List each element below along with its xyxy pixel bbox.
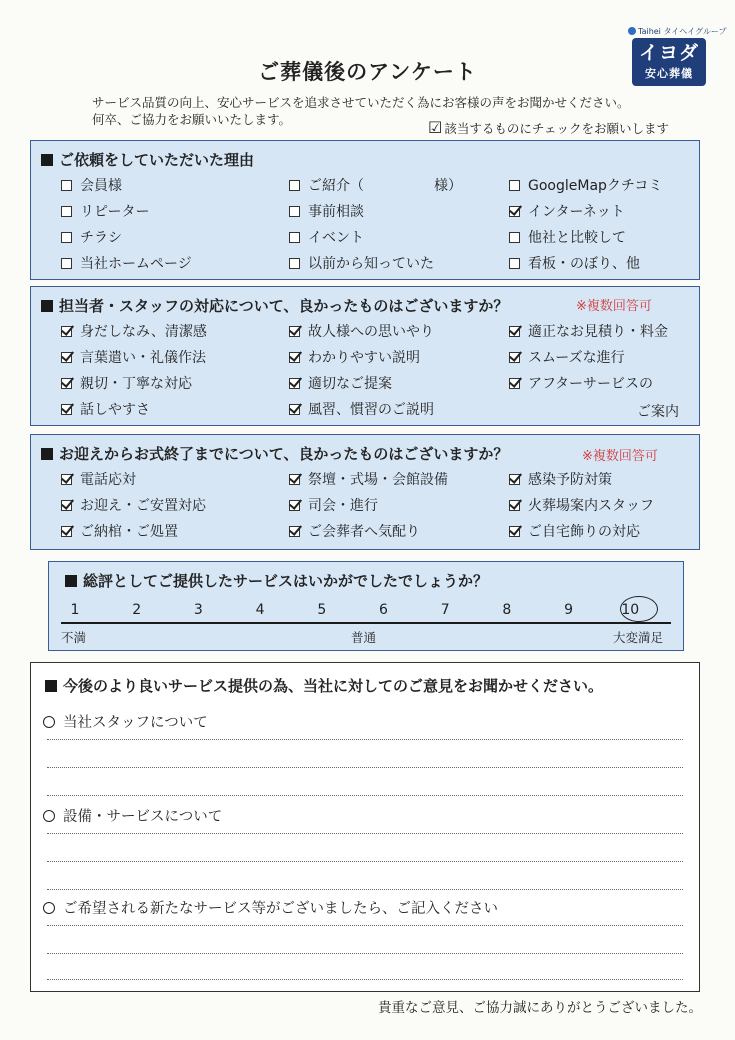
checkbox-icon[interactable] [289,258,300,269]
checkbox-icon[interactable] [509,180,520,191]
section-heading: 担当者・スタッフの対応について、良かったものはございますか？ [41,295,508,316]
checkbox-label: 話しやすさ [80,402,150,418]
question-new-service: ご希望される新たなサービス等がございましたら、ご記入ください [43,897,498,918]
checkbox-checked-icon[interactable] [61,474,72,485]
checkbox-label: 電話応対 [80,472,136,488]
rating-label-low: 不満 [61,630,87,645]
checkbox-checked-icon[interactable] [289,500,300,511]
rating-option-1[interactable]: 1 [70,602,80,618]
checkbox-label: ご紹介（ 様） [308,178,462,194]
checkbox-label: 親切・丁寧な対応 [80,376,192,392]
section-staff [30,286,700,426]
checkbox-checked-icon[interactable] [61,404,72,415]
checkbox-item[interactable] [61,255,192,273]
checkbox-label: チラシ [80,230,122,246]
rating-option-7[interactable]: 7 [440,602,450,618]
rating-option-9[interactable]: 9 [564,602,574,618]
question-staff: 当社スタッフについて [43,711,208,732]
rating-option-6[interactable]: 6 [379,602,388,618]
answer-line[interactable] [47,861,683,862]
checkbox-item[interactable] [289,523,420,541]
checkbox-item[interactable] [61,349,206,367]
checkbox-checked-icon[interactable] [61,326,72,337]
checkbox-checked-icon[interactable] [289,526,300,537]
checkbox-checked-icon[interactable] [509,206,520,217]
checkbox-checked-icon[interactable] [289,474,300,485]
answer-line[interactable] [47,953,683,954]
checkbox-item[interactable] [289,497,378,515]
section-reason [30,140,700,280]
selected-rating-circle [620,596,658,622]
checkbox-item[interactable] [61,229,122,247]
rating-label-high: 大変満足 [613,630,664,645]
checkbox-label: 身だしなみ、清潔感 [80,324,207,340]
checkbox-checked-icon[interactable] [61,378,72,389]
checkbox-item[interactable] [509,229,626,247]
checkbox-icon[interactable] [61,232,72,243]
answer-line[interactable] [47,833,683,834]
checkbox-item[interactable] [289,375,392,393]
checkbox-icon[interactable] [289,206,300,217]
checkbox-checked-icon[interactable] [509,326,520,337]
logo-name: イヨダ [638,42,699,64]
rating-label-mid: 普通 [351,630,377,645]
brand-group-label: Taihei タイヘイグループ [628,26,727,37]
checkbox-label: GoogleMapクチコミ [528,178,663,194]
thanks-message: 貴重なご意見、ご協力誠にありがとうございました。 [378,1000,702,1016]
checkbox-item[interactable] [509,471,612,489]
section-heading: ご依頼をしていただいた理由 [41,149,254,170]
checkbox-icon[interactable] [61,206,72,217]
checkbox-label: 祭壇・式場・会館設備 [308,472,448,488]
circle-bullet-icon [43,810,55,822]
answer-line[interactable] [47,767,683,768]
circle-bullet-icon [43,902,55,914]
checkbox-label: お迎え・ご安置対応 [80,498,206,514]
checkbox-label: リピーター [80,204,150,220]
checkbox-label: 言葉遣い・礼儀作法 [80,350,206,366]
checkbox-label: 以前から知っていた [308,256,434,272]
checkbox-item[interactable] [289,229,364,247]
item-continuation: ご案内 [637,404,679,420]
checkbox-checked-icon[interactable] [289,326,300,337]
opinion-section [30,662,700,992]
checkbox-item[interactable] [509,523,640,541]
checkbox-icon[interactable] [289,232,300,243]
checkbox-label: 感染予防対策 [528,472,612,488]
square-bullet-icon [41,154,53,166]
checkbox-item[interactable] [61,375,192,393]
check-instruction: ☑ 該当するものにチェックをお願いします [428,118,669,137]
checkbox-label: 司会・進行 [308,498,378,514]
rating-option-5[interactable]: 5 [317,602,327,618]
square-bullet-icon [45,680,57,692]
checkbox-item[interactable] [61,177,122,195]
checkbox-checked-icon[interactable] [61,526,72,537]
opinion-heading: 今後のより良いサービス提供の為、当社に対してのご意見をお聞かせください。 [45,675,603,696]
rating-option-4[interactable]: 4 [255,602,265,618]
overall-rating [48,561,684,651]
intro-text: サービス品質の向上、安心サービスを追求させていただく為にお客様の声をお聞かせください。 何卒、ご協力をお願いいたします。 [92,95,630,127]
checkbox-checked-icon[interactable] [61,352,72,363]
checkbox-label: アフターサービスの [528,376,654,392]
checkbox-item[interactable] [61,497,206,515]
checkbox-checked-icon[interactable] [289,352,300,363]
checkbox-label: イベント [308,230,364,246]
checkbox-item[interactable] [509,349,625,367]
rating-heading: 総評としてご提供したサービスはいかがでしたでしょうか？ [65,570,488,591]
checkbox-icon[interactable] [509,258,520,269]
rating-option-10[interactable]: 10 [621,602,640,618]
checkbox-icon[interactable] [509,232,520,243]
checkbox-label: 適正なお見積り・料金 [528,324,668,340]
rating-option-8[interactable]: 8 [502,602,512,618]
checkbox-label: 風習、慣習のご説明 [308,402,434,418]
answer-line[interactable] [47,925,683,926]
square-bullet-icon [41,300,53,312]
section-heading: お迎えからお式終了までについて、良かったものはございますか？ [41,443,508,464]
checkbox-item[interactable] [509,177,662,195]
checkbox-checked-icon[interactable] [509,378,520,389]
checkbox-item[interactable] [289,177,462,195]
checkbox-item[interactable] [61,523,178,541]
checkbox-label: 火葬場案内スタッフ [528,498,654,514]
circle-bullet-icon [43,716,55,728]
rating-option-3[interactable]: 3 [193,602,203,618]
answer-line[interactable] [47,739,683,740]
checkbox-item[interactable] [61,471,136,489]
rating-scale-line [61,622,671,624]
answer-line[interactable] [47,795,683,796]
section-ceremony [30,434,700,550]
checkbox-label: 適切なご提案 [308,376,392,392]
checkbox-label: ご自宅飾りの対応 [528,524,640,540]
multi-answer-note: ※複数回答可 [582,449,658,464]
checkbox-item[interactable] [509,255,640,273]
checkbox-label: 当社ホームページ [80,256,192,272]
checkbox-label: 他社と比較して [528,230,626,246]
checkbox-icon[interactable] [61,258,72,269]
answer-line[interactable] [47,979,683,980]
question-facility: 設備・サービスについて [43,805,222,826]
page-title: ご葬儀後のアンケート [258,60,477,84]
checkbox-checked-icon[interactable] [509,352,520,363]
checkbox-item[interactable] [289,401,434,419]
checkbox-checked-icon[interactable] [61,500,72,511]
checkbox-label: 故人様への思いやり [308,324,434,340]
checkbox-item[interactable] [289,471,448,489]
checkbox-item[interactable] [509,203,625,221]
checkbox-item[interactable] [61,203,149,221]
rating-option-2[interactable]: 2 [132,602,142,618]
checkbox-checked-icon[interactable] [289,378,300,389]
checkbox-item[interactable] [509,375,653,393]
multi-answer-note: ※複数回答可 [576,299,652,314]
checkbox-item[interactable] [289,349,420,367]
checkbox-label: ご納棺・ご処置 [80,524,178,540]
checkbox-checked-icon[interactable] [289,404,300,415]
square-bullet-icon [41,448,53,460]
check-mark-icon: ☑ [428,118,443,137]
checkbox-item[interactable] [61,323,207,341]
checkbox-icon[interactable] [289,180,300,191]
checkbox-checked-icon[interactable] [509,474,520,485]
checkbox-label: インターネット [528,204,625,220]
logo-tagline: 安心葬儀 [645,67,693,80]
checkbox-item[interactable] [289,255,434,273]
checkbox-icon[interactable] [61,180,72,191]
brand-dot-icon [628,27,636,35]
checkbox-label: 事前相談 [308,204,364,220]
checkbox-label: スムーズな進行 [528,350,625,366]
checkbox-label: わかりやすい説明 [308,350,420,366]
checkbox-label: ご会葬者へ気配り [308,524,420,540]
answer-line[interactable] [47,889,683,890]
checkbox-item[interactable] [61,401,150,419]
checkbox-item[interactable] [289,203,364,221]
square-bullet-icon [65,575,77,587]
checkbox-checked-icon[interactable] [509,526,520,537]
checkbox-item[interactable] [509,323,668,341]
checkbox-checked-icon[interactable] [509,500,520,511]
checkbox-label: 会員様 [80,178,122,194]
checkbox-label: 看板・のぼり、他 [528,256,640,272]
checkbox-item[interactable] [289,323,434,341]
checkbox-item[interactable] [509,497,654,515]
